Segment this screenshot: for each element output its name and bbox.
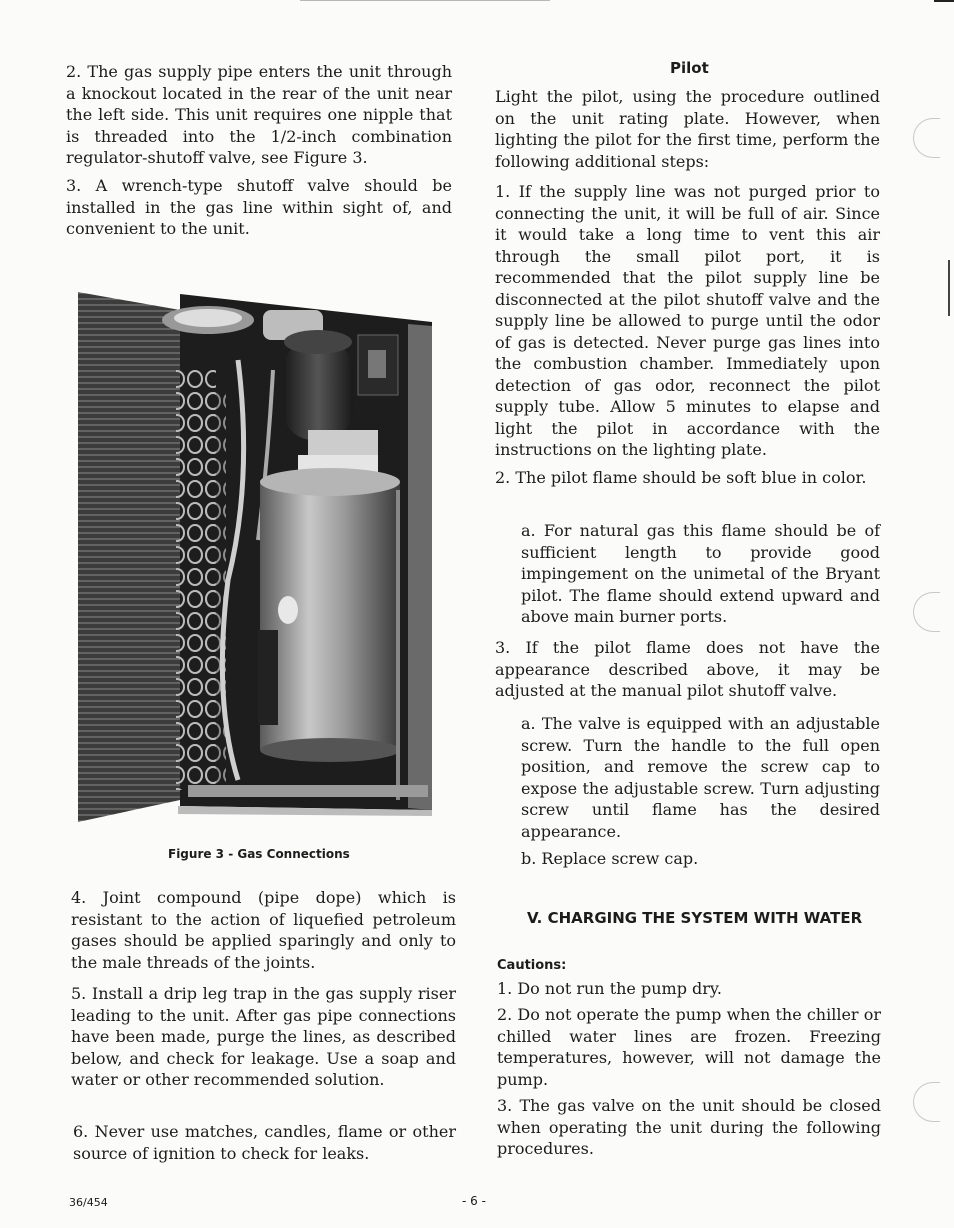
pilot-step-3a: a. The valve is equipped with an adjustable screw. Turn the handle to the full open position, and remove the screw cap to expose the adjustable screw. Turn adjusting screw until flame has the desired appearance.: [521, 714, 880, 841]
figure-caption: Figure 3 - Gas Connections: [168, 847, 350, 861]
pilot-step-3b: b. Replace screw cap.: [521, 849, 699, 868]
pilot-step-1: 1. If the supply line was not purged prior to connecting the unit, it will be full of air. Since it would take a long time to vent this air through the small pilot port, it is recommended that the pilot supply line be disconnected at the pilot shutoff valve and the supply line be allowed to purge until the odor of gas is detected. Never purge gas lines into the combustion chamber. Immediately upon detection of gas odor, reconnect the pilot supply tube. Allow 5 minutes to elapse and light the pilot in accordance with the instructions on the lighting plate.: [495, 182, 880, 459]
top-edge-mark: [934, 0, 954, 2]
punch-hole-mark: [913, 118, 940, 158]
pilot-heading: Pilot: [670, 59, 709, 77]
edge-mark: [948, 260, 950, 316]
paragraph-6: 6. Never use matches, candles, flame or other source of ignition to check for leaks.: [73, 1122, 456, 1163]
pilot-step-2a: a. For natural gas this flame should be of sufficient length to provide good impingement on the unimetal of the Bryant pilot. The flame should extend upward and above main burner ports.: [521, 521, 880, 626]
caution-2: 2. Do not operate the pump when the chiller or chilled water lines are frozen. Freezing temperatures, however, will not damage the pump.: [497, 1005, 881, 1089]
pilot-intro: Light the pilot, using the procedure outlined on the unit rating plate. However, when lighting the pilot for the first time, perform the following additional steps:: [495, 87, 880, 171]
document-number: 36/454: [69, 1196, 108, 1209]
page-number: - 6 -: [462, 1194, 486, 1208]
section-heading: V. CHARGING THE SYSTEM WITH WATER: [527, 909, 863, 927]
gas-connections-image: [78, 280, 434, 822]
paragraph-2: 2. The gas supply pipe enters the unit through a knockout located in the rear of the unit near the left side. This unit requires one nipple that is threaded into the 1/2-inch combination regulator-shutoff valve, see Figure 3.: [66, 62, 452, 167]
caution-1: 1. Do not run the pump dry.: [497, 979, 722, 998]
caution-3: 3. The gas valve on the unit should be closed when operating the unit during the following procedures.: [497, 1096, 881, 1158]
paragraph-5: 5. Install a drip leg trap in the gas supply riser leading to the unit. After gas pipe connections have been made, purge the lines, as described below, and check for leakage. Use a soap and water or other recommended solution.: [71, 984, 456, 1089]
pilot-step-2: 2. The pilot flame should be soft blue in color.: [495, 468, 867, 487]
punch-hole-mark: [913, 1082, 940, 1122]
paragraph-4: 4. Joint compound (pipe dope) which is resistant to the action of liquefied petroleum gases should be applied sparingly and only to the male threads of the joints.: [71, 888, 456, 972]
punch-hole-mark: [913, 592, 940, 632]
top-rule: [300, 0, 550, 1]
paragraph-3: 3. A wrench-type shutoff valve should be installed in the gas line within sight of, and convenient to the unit.: [66, 176, 452, 238]
pilot-step-3: 3. If the pilot flame does not have the appearance described above, it may be adjusted at the manual pilot shutoff valve.: [495, 638, 880, 700]
cautions-heading: Cautions:: [497, 958, 567, 973]
figure-3-photo: [78, 280, 434, 822]
